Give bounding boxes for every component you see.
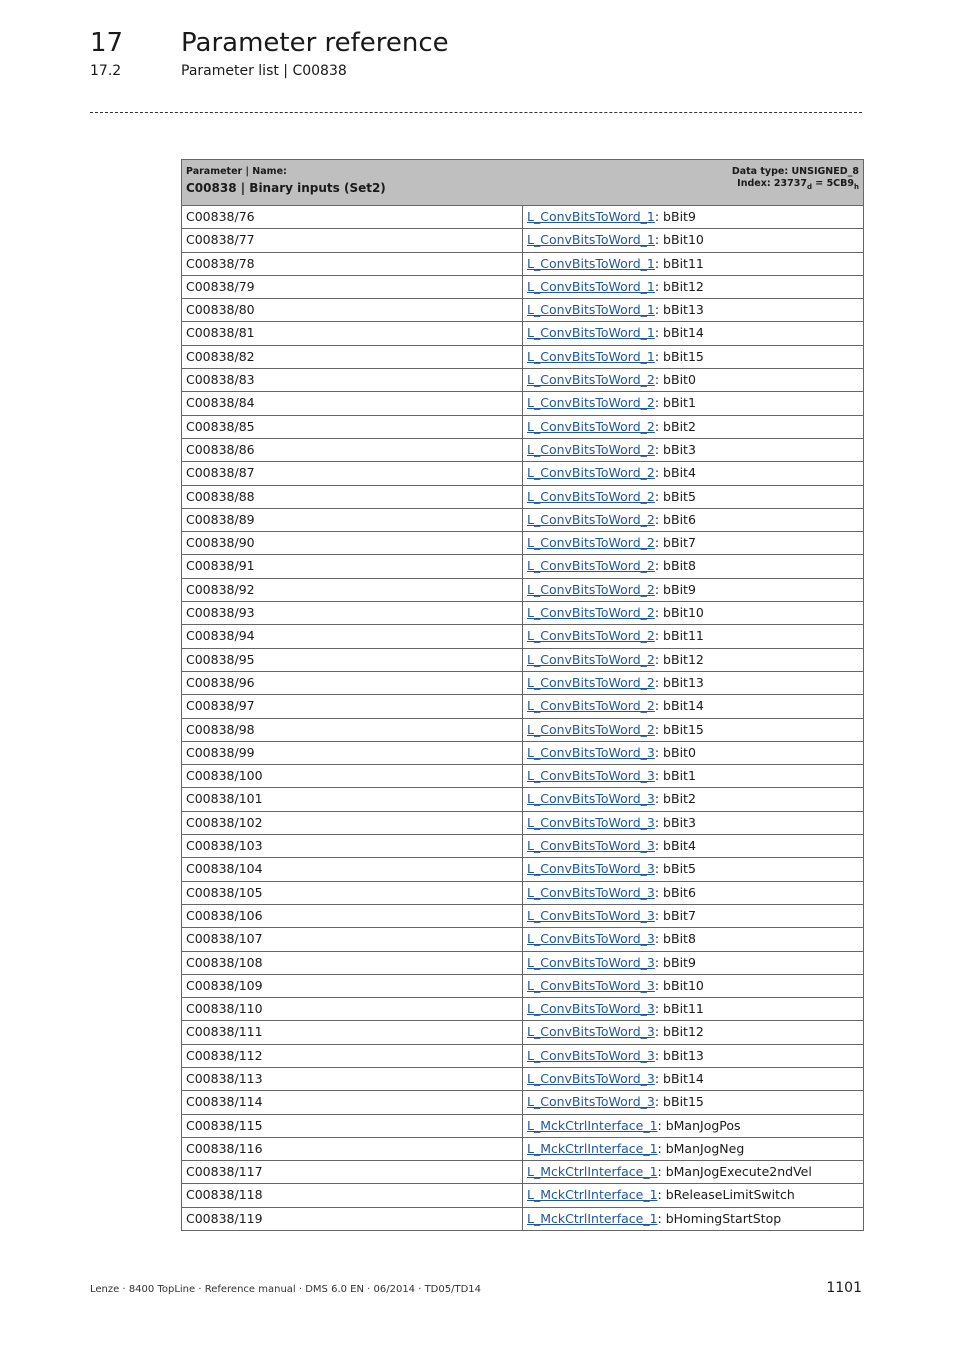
table-row	[182, 1044, 864, 1067]
signal-cell	[523, 928, 864, 951]
signal-name: : bBit15	[654, 721, 704, 737]
signal-name: : bBit10	[654, 977, 704, 993]
signal-name: : bBit11	[654, 628, 704, 644]
signal-name: : bBit10	[654, 605, 704, 621]
signal-cell	[523, 625, 864, 648]
signal-cell	[523, 275, 864, 298]
parameter-code-cell: C00838/104	[182, 858, 523, 881]
signal-cell	[523, 322, 864, 345]
table-row	[182, 1114, 864, 1137]
signal-cell	[523, 765, 864, 788]
header-meta	[732, 166, 859, 193]
parameter-code-cell: C00838/100	[182, 765, 523, 788]
signal-name: : bBit1	[654, 768, 696, 784]
signal-cell	[523, 951, 864, 974]
function-block-link[interactable]: L_ConvBitsToWord_1	[527, 278, 655, 294]
table-row	[182, 508, 864, 531]
index-sub-h: h	[854, 182, 859, 191]
parameter-table	[181, 159, 864, 1231]
table-row	[182, 904, 864, 927]
parameter-code-cell: C00838/119	[182, 1207, 523, 1230]
function-block-link[interactable]: L_ConvBitsToWord_2	[527, 511, 655, 527]
table-header-row	[182, 160, 864, 206]
parameter-code-cell: C00838/106	[182, 904, 523, 927]
table-row	[182, 1161, 864, 1184]
parameter-code-cell: C00838/92	[182, 578, 523, 601]
signal-name: : bManJogNeg	[657, 1140, 745, 1156]
parameter-code-cell: C00838/80	[182, 299, 523, 322]
function-block-link[interactable]: L_ConvBitsToWord_3	[527, 838, 655, 854]
parameter-code-cell: C00838/109	[182, 974, 523, 997]
table-row	[182, 299, 864, 322]
signal-name: : bBit1	[654, 395, 696, 411]
signal-cell	[523, 741, 864, 764]
function-block-link[interactable]: L_ConvBitsToWord_2	[527, 651, 655, 667]
parameter-code-cell: C00838/95	[182, 648, 523, 671]
signal-name: : bBit3	[654, 814, 696, 830]
parameter-code-cell: C00838/77	[182, 229, 523, 252]
function-block-link[interactable]: L_ConvBitsToWord_1	[527, 255, 655, 271]
parameter-code-cell: C00838/93	[182, 602, 523, 625]
table-row	[182, 1137, 864, 1160]
function-block-link[interactable]: L_ConvBitsToWord_2	[527, 418, 655, 434]
signal-name: : bBit14	[654, 698, 704, 714]
table-row	[182, 485, 864, 508]
parameter-code-cell: C00838/113	[182, 1067, 523, 1090]
table-row	[182, 741, 864, 764]
signal-name: : bBit14	[654, 325, 704, 341]
function-block-link[interactable]: L_ConvBitsToWord_1	[527, 348, 655, 364]
function-block-link[interactable]: L_ConvBitsToWord_3	[527, 1094, 655, 1110]
signal-name: : bBit9	[654, 581, 696, 597]
index-hex: = 5CB9	[812, 178, 855, 189]
signal-name: : bReleaseLimitSwitch	[657, 1187, 795, 1203]
signal-name: : bBit11	[654, 1001, 704, 1017]
parameter-code-cell: C00838/85	[182, 415, 523, 438]
parameter-code-cell: C00838/117	[182, 1161, 523, 1184]
signal-name: : bBit8	[654, 558, 696, 574]
dashed-divider	[90, 112, 862, 113]
function-block-link[interactable]: L_ConvBitsToWord_3	[527, 884, 655, 900]
table-row	[182, 788, 864, 811]
table-row	[182, 974, 864, 997]
parameter-code-cell: C00838/79	[182, 275, 523, 298]
signal-cell	[523, 904, 864, 927]
table-row	[182, 718, 864, 741]
parameter-code-cell: C00838/82	[182, 345, 523, 368]
function-block-link[interactable]: L_ConvBitsToWord_2	[527, 535, 655, 551]
signal-cell	[523, 508, 864, 531]
function-block-link[interactable]: L_ConvBitsToWord_3	[527, 907, 655, 923]
signal-name: : bBit8	[654, 931, 696, 947]
section-number: 17.2	[90, 63, 122, 79]
parameter-code-cell: C00838/97	[182, 695, 523, 718]
signal-name: : bBit5	[654, 861, 696, 877]
table-row	[182, 369, 864, 392]
function-block-link[interactable]: L_ConvBitsToWord_2	[527, 372, 655, 388]
parameter-code-cell: C00838/78	[182, 252, 523, 275]
parameter-code-cell: C00838/112	[182, 1044, 523, 1067]
parameter-code-cell: C00838/99	[182, 741, 523, 764]
signal-cell	[523, 578, 864, 601]
parameter-code-cell: C00838/81	[182, 322, 523, 345]
signal-name: : bBit7	[654, 535, 696, 551]
function-block-link[interactable]: L_ConvBitsToWord_2	[527, 628, 655, 644]
parameter-code-cell: C00838/103	[182, 835, 523, 858]
signal-cell	[523, 811, 864, 834]
function-block-link[interactable]: L_ConvBitsToWord_3	[527, 791, 655, 807]
signal-cell	[523, 1137, 864, 1160]
signal-cell	[523, 671, 864, 694]
table-row	[182, 881, 864, 904]
parameter-code-cell: C00838/90	[182, 532, 523, 555]
signal-cell	[523, 229, 864, 252]
table-row	[182, 275, 864, 298]
function-block-link[interactable]: L_MckCtrlInterface_1	[527, 1187, 658, 1203]
function-block-link[interactable]: L_ConvBitsToWord_2	[527, 465, 655, 481]
table-row	[182, 765, 864, 788]
table-header	[182, 160, 864, 206]
function-block-link[interactable]: L_ConvBitsToWord_3	[527, 861, 655, 877]
signal-cell	[523, 1207, 864, 1230]
function-block-link[interactable]: L_ConvBitsToWord_1	[527, 209, 655, 224]
signal-name: : bManJogExecute2ndVel	[657, 1164, 812, 1180]
signal-name: : bBit9	[654, 209, 696, 224]
function-block-link[interactable]: L_ConvBitsToWord_2	[527, 674, 655, 690]
parameter-code-cell: C00838/101	[182, 788, 523, 811]
signal-name: : bBit7	[654, 907, 696, 923]
table-row	[182, 951, 864, 974]
parameter-code-cell: C00838/87	[182, 462, 523, 485]
function-block-link[interactable]: L_ConvBitsToWord_1	[527, 302, 655, 318]
signal-cell	[523, 1114, 864, 1137]
signal-cell	[523, 485, 864, 508]
function-block-link[interactable]: L_ConvBitsToWord_2	[527, 441, 655, 457]
function-block-link[interactable]: L_MckCtrlInterface_1	[527, 1140, 658, 1156]
signal-name: : bBit6	[654, 511, 696, 527]
table-row	[182, 415, 864, 438]
function-block-link[interactable]: L_ConvBitsToWord_2	[527, 721, 655, 737]
chapter-number: 17	[90, 28, 124, 58]
function-block-link[interactable]: L_MckCtrlInterface_1	[527, 1117, 658, 1133]
table-row	[182, 602, 864, 625]
function-block-link[interactable]: L_ConvBitsToWord_2	[527, 581, 655, 597]
parameter-code-cell: C00838/116	[182, 1137, 523, 1160]
function-block-link[interactable]: L_ConvBitsToWord_1	[527, 325, 655, 341]
function-block-link[interactable]: L_ConvBitsToWord_3	[527, 744, 655, 760]
signal-name: : bBit12	[654, 651, 704, 667]
parameter-code-cell: C00838/84	[182, 392, 523, 415]
signal-name: : bBit0	[654, 372, 696, 388]
index-decimal: Index: 23737	[737, 178, 807, 189]
function-block-link[interactable]: L_ConvBitsToWord_3	[527, 768, 655, 784]
signal-name: : bBit12	[654, 1024, 704, 1040]
signal-cell	[523, 881, 864, 904]
signal-cell	[523, 1021, 864, 1044]
signal-cell	[523, 532, 864, 555]
signal-name: : bBit4	[654, 838, 696, 854]
signal-name: : bBit10	[654, 232, 704, 248]
table-row	[182, 322, 864, 345]
function-block-link[interactable]: L_ConvBitsToWord_3	[527, 814, 655, 830]
parameter-code-cell: C00838/96	[182, 671, 523, 694]
table-row	[182, 345, 864, 368]
signal-cell	[523, 648, 864, 671]
parameter-code-cell: C00838/88	[182, 485, 523, 508]
function-block-link[interactable]: L_ConvBitsToWord_2	[527, 558, 655, 574]
signal-name: : bManJogPos	[657, 1117, 741, 1133]
index-value	[732, 178, 859, 193]
index-sub-d: d	[806, 182, 812, 191]
table-row	[182, 835, 864, 858]
signal-name: : bBit11	[654, 255, 704, 271]
signal-cell	[523, 555, 864, 578]
parameter-code-cell: C00838/107	[182, 928, 523, 951]
signal-cell	[523, 602, 864, 625]
signal-name: : bBit15	[654, 1094, 704, 1110]
signal-name: : bBit13	[654, 1047, 704, 1063]
parameter-code-cell: C00838/83	[182, 369, 523, 392]
function-block-link[interactable]: L_ConvBitsToWord_3	[527, 977, 655, 993]
table-row	[182, 438, 864, 461]
function-block-link[interactable]: L_ConvBitsToWord_3	[527, 931, 655, 947]
signal-name: : bBit0	[654, 744, 696, 760]
parameter-code-cell: C00838/110	[182, 998, 523, 1021]
table-row	[182, 1207, 864, 1230]
signal-name: : bBit6	[654, 884, 696, 900]
header-label: Parameter | Name:	[186, 166, 287, 177]
signal-name: : bBit2	[654, 418, 696, 434]
signal-name: : bBit3	[654, 441, 696, 457]
signal-cell	[523, 415, 864, 438]
parameter-code-cell: C00838/105	[182, 881, 523, 904]
table-row	[182, 206, 864, 229]
function-block-link[interactable]: L_MckCtrlInterface_1	[527, 1210, 658, 1226]
parameter-code-cell: C00838/94	[182, 625, 523, 648]
function-block-link[interactable]: L_ConvBitsToWord_2	[527, 395, 655, 411]
signal-name: : bHomingStartStop	[657, 1210, 782, 1226]
signal-name: : bBit13	[654, 302, 704, 318]
signal-cell	[523, 835, 864, 858]
table-row	[182, 555, 864, 578]
table-row	[182, 532, 864, 555]
signal-name: : bBit4	[654, 465, 696, 481]
signal-cell	[523, 1161, 864, 1184]
section-title: Parameter list | C00838	[181, 63, 347, 79]
parameter-code-cell: C00838/102	[182, 811, 523, 834]
function-block-link[interactable]: L_ConvBitsToWord_3	[527, 954, 655, 970]
signal-cell	[523, 345, 864, 368]
signal-name: : bBit15	[654, 348, 704, 364]
parameter-code-cell: C00838/86	[182, 438, 523, 461]
table-row	[182, 858, 864, 881]
table-row	[182, 811, 864, 834]
parameter-code-cell: C00838/91	[182, 555, 523, 578]
table-row	[182, 1021, 864, 1044]
signal-cell	[523, 252, 864, 275]
parameter-code-cell: C00838/108	[182, 951, 523, 974]
signal-cell	[523, 718, 864, 741]
data-type: Data type: UNSIGNED_8	[731, 166, 859, 177]
table-row	[182, 671, 864, 694]
function-block-link[interactable]: L_ConvBitsToWord_2	[527, 488, 655, 504]
function-block-link[interactable]: L_ConvBitsToWord_2	[527, 698, 655, 714]
signal-cell	[523, 1044, 864, 1067]
table-row	[182, 229, 864, 252]
chapter-title: Parameter reference	[181, 28, 449, 58]
table-row	[182, 1184, 864, 1207]
table-row	[182, 1067, 864, 1090]
table-row	[182, 462, 864, 485]
signal-cell	[523, 998, 864, 1021]
signal-name: : bBit14	[654, 1070, 704, 1086]
signal-cell	[523, 858, 864, 881]
table-row	[182, 648, 864, 671]
function-block-link[interactable]: L_ConvBitsToWord_3	[527, 1001, 655, 1017]
table-row	[182, 625, 864, 648]
signal-cell	[523, 299, 864, 322]
table-row	[182, 252, 864, 275]
parameter-code-cell: C00838/114	[182, 1091, 523, 1114]
table-row	[182, 578, 864, 601]
signal-name: : bBit5	[654, 488, 696, 504]
signal-cell	[523, 438, 864, 461]
table-row	[182, 998, 864, 1021]
signal-cell	[523, 695, 864, 718]
signal-name: : bBit2	[654, 791, 696, 807]
signal-cell	[523, 1091, 864, 1114]
signal-cell	[523, 392, 864, 415]
signal-cell	[523, 1184, 864, 1207]
signal-cell	[523, 788, 864, 811]
footer-text: Lenze · 8400 TopLine · Reference manual · DMS 6.0 EN · 06/2014 · TD05/TD14	[90, 1284, 482, 1295]
signal-name: : bBit12	[654, 278, 704, 294]
parameter-code-cell: C00838/76	[182, 206, 523, 229]
signal-cell	[523, 974, 864, 997]
signal-name: : bBit9	[654, 954, 696, 970]
parameter-name: C00838 | Binary inputs (Set2)	[186, 181, 386, 195]
signal-name: : bBit13	[654, 674, 704, 690]
function-block-link[interactable]: L_ConvBitsToWord_3	[527, 1070, 655, 1086]
function-block-link[interactable]: L_ConvBitsToWord_3	[527, 1024, 655, 1040]
function-block-link[interactable]: L_ConvBitsToWord_2	[527, 605, 655, 621]
parameter-code-cell: C00838/115	[182, 1114, 523, 1137]
signal-cell	[523, 369, 864, 392]
table-row	[182, 695, 864, 718]
table-row	[182, 928, 864, 951]
parameter-code-cell: C00838/89	[182, 508, 523, 531]
signal-cell	[523, 206, 864, 229]
page-number: 1101	[826, 1280, 862, 1296]
signal-cell	[523, 462, 864, 485]
parameter-code-cell: C00838/98	[182, 718, 523, 741]
parameter-code-cell: C00838/111	[182, 1021, 523, 1044]
function-block-link[interactable]: L_ConvBitsToWord_3	[527, 1047, 655, 1063]
table-row	[182, 392, 864, 415]
table-row	[182, 1091, 864, 1114]
function-block-link[interactable]: L_ConvBitsToWord_1	[527, 232, 655, 248]
signal-cell	[523, 1067, 864, 1090]
function-block-link[interactable]: L_MckCtrlInterface_1	[527, 1164, 658, 1180]
parameter-code-cell: C00838/118	[182, 1184, 523, 1207]
